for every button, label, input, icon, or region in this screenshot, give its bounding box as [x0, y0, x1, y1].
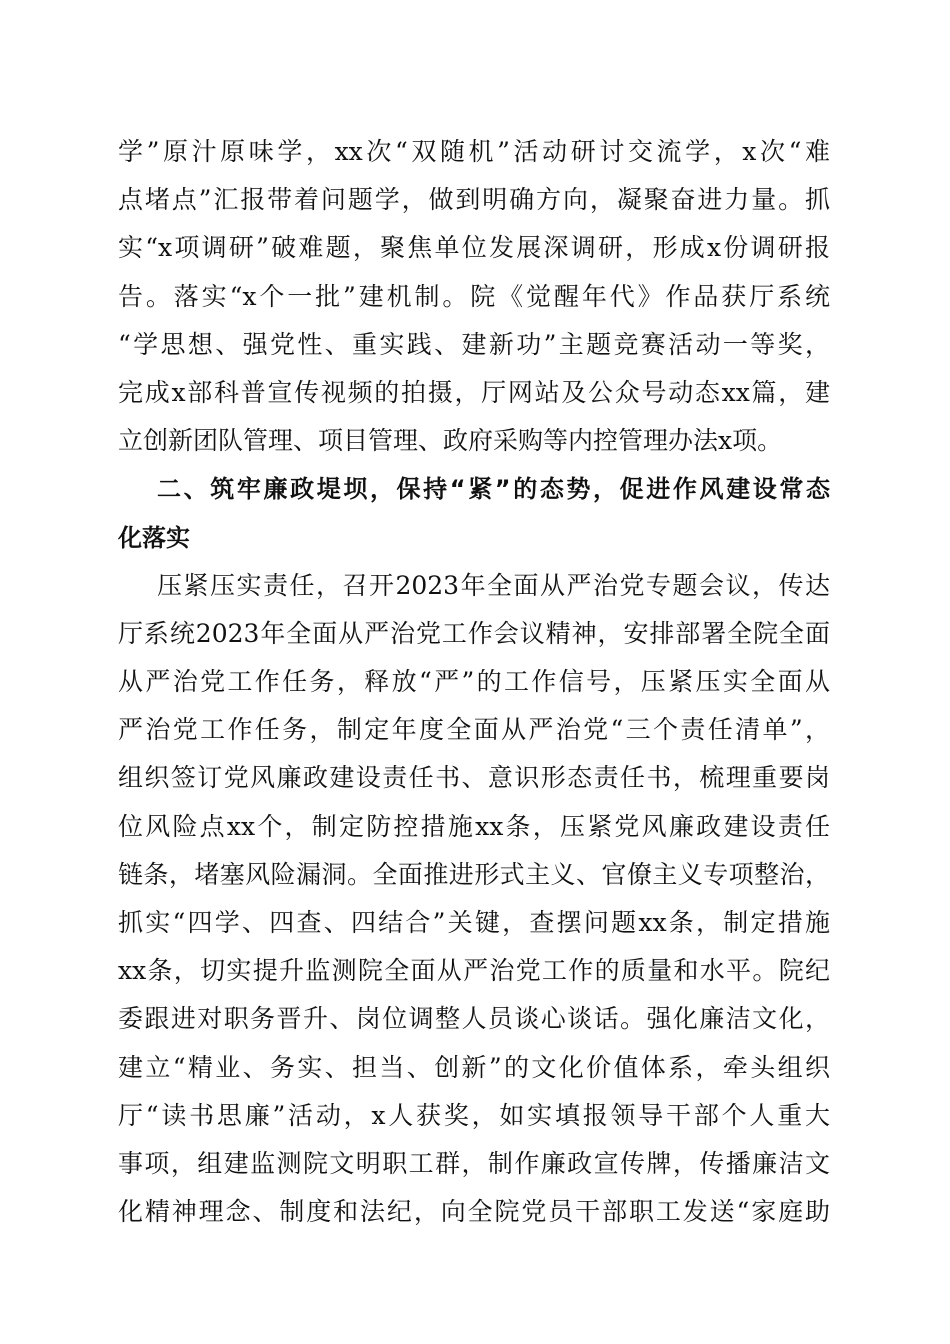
text-line: 厅系统2023年全面从严治党工作会议精神，安排部署全院全面 [118, 618, 830, 648]
text-line: 化精神理念、制度和法纪，向全院党员干部职工发送“家庭助 [118, 1197, 830, 1227]
text-line: 位风险点xx个，制定防控措施xx条，压紧党风廉政建设责任 [118, 811, 830, 841]
text-line: 点堵点”汇报带着问题学，做到明确方向，凝聚奋进力量。抓 [118, 185, 830, 215]
text-line: 链条，堵塞风险漏洞。全面推进形式主义、官僚主义专项整治， [118, 859, 830, 889]
heading-line: 二、筑牢廉政堤坝，保持“紧”的态势，促进作风建设常态 [157, 475, 830, 504]
text-line: 实“x项调研”破难题，聚焦单位发展深调研，形成x份调研报 [118, 233, 830, 263]
text-line: “学思想、强党性、重实践、建新功”主题竞赛活动一等奖， [118, 329, 830, 359]
text-line: 立创新团队管理、项目管理、政府采购等内控管理办法x项。 [118, 426, 783, 456]
section-heading [118, 465, 830, 561]
text-line: 委跟进对职务晋升、岗位调整人员谈心谈话。强化廉洁文化， [118, 1004, 830, 1034]
document-body [118, 128, 830, 1236]
paragraph [118, 562, 830, 1237]
text-line: xx条，切实提升监测院全面从严治党工作的质量和水平。院纪 [118, 956, 830, 986]
heading-line: 化落实 [118, 523, 190, 552]
text-line: 从严治党工作任务，释放“严”的工作信号，压紧压实全面从 [118, 667, 830, 697]
text-line: 告。落实“x个一批”建机制。院《觉醒年代》作品获厅系统 [118, 281, 830, 311]
text-line: 建立“精业、务实、担当、创新”的文化价值体系，牵头组织 [118, 1052, 830, 1082]
text-line: 严治党工作任务，制定年度全面从严治党“三个责任清单”， [118, 715, 830, 745]
text-line: 厅“读书思廉”活动，x人获奖，如实填报领导干部个人重大 [118, 1100, 830, 1130]
text-line: 事项，组建监测院文明职工群，制作廉政宣传牌，传播廉洁文 [118, 1148, 830, 1178]
text-line: 压紧压实责任，召开2023年全面从严治党专题会议，传达 [157, 570, 830, 600]
paragraph [118, 128, 830, 465]
text-line: 完成x部科普宣传视频的拍摄，厅网站及公众号动态xx篇，建 [118, 377, 830, 407]
text-line: 组织签订党风廉政建设责任书、意识形态责任书，梳理重要岗 [118, 763, 830, 793]
text-line: 学”原汁原味学，xx次“双随机”活动研讨交流学，x次“难 [118, 137, 830, 166]
text-line: 抓实“四学、四查、四结合”关键，查摆问题xx条，制定措施 [118, 908, 830, 937]
